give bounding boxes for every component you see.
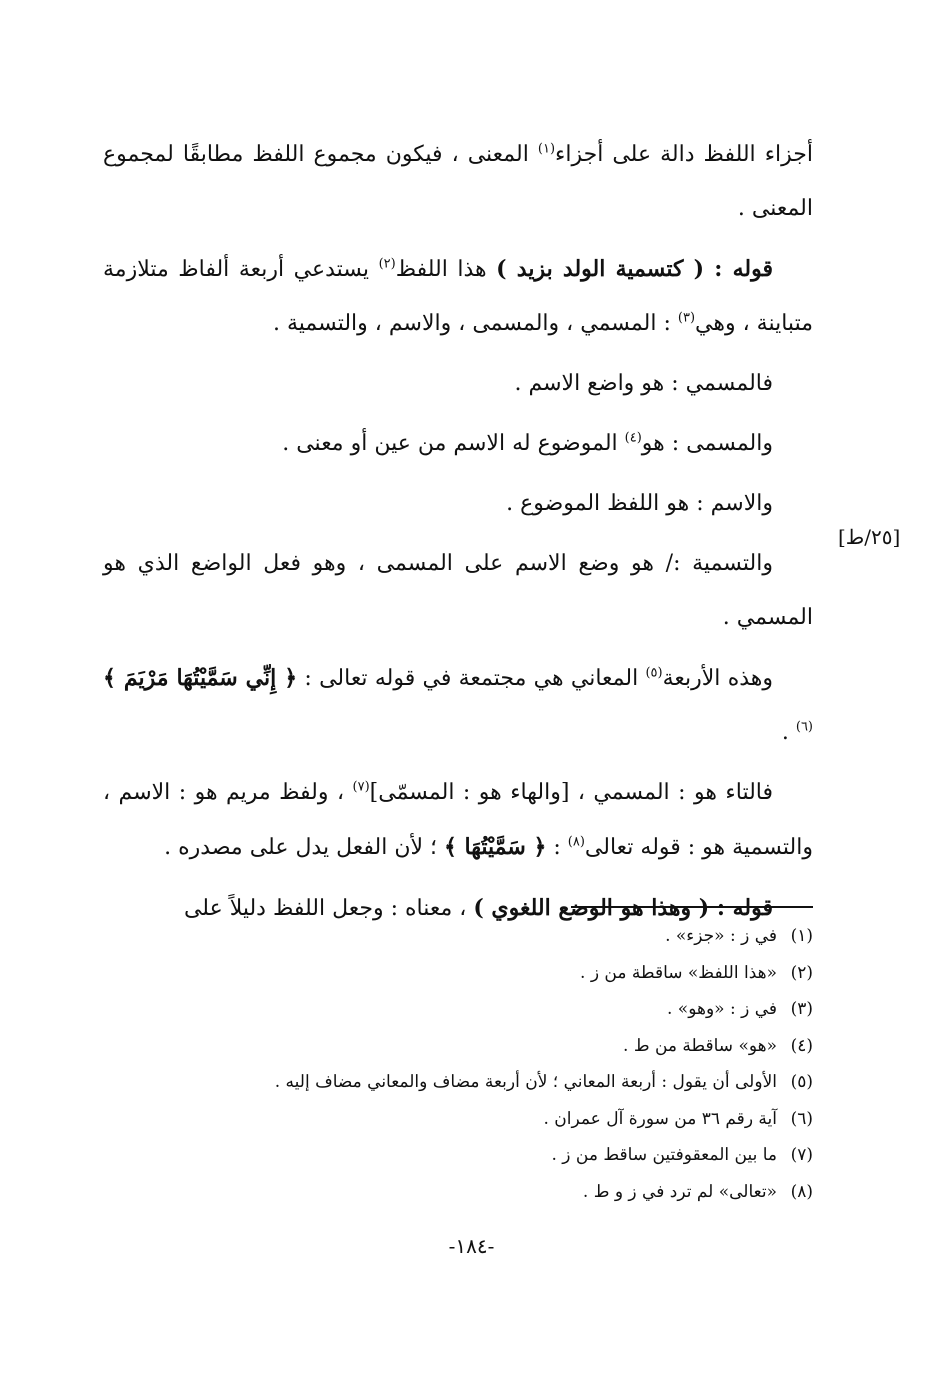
text-span: يستدعي أربعة ألفاظ متلازمة متباينة ، وهي <box>103 257 813 336</box>
paragraph-8 <box>103 766 813 875</box>
footnote-text: «هو» ساقطة من ط . <box>623 1035 777 1056</box>
paragraph-4 <box>103 417 813 471</box>
text-span: هذا اللفظ <box>395 257 497 282</box>
footnote <box>103 1028 813 1065</box>
footnotes <box>103 918 813 1210</box>
text-span: ؛ لأن الفعل يدل على مصدره . <box>164 835 444 860</box>
footnote-ref-7: (٧) <box>352 779 370 795</box>
footnote-number: (٦) <box>790 1108 813 1129</box>
text-span: المعنى ، فيكون مجموع اللفظ مطابقًا لمجموع المعنى . <box>103 142 813 221</box>
text-span: : <box>546 835 568 860</box>
footnote-number: (٥) <box>790 1072 813 1092</box>
text-span: أجزاء اللفظ دالة على أجزاء <box>555 142 813 167</box>
footnote-ref-3: (٣) <box>677 310 696 326</box>
footnote-text: في ز : «جزء» . <box>665 926 777 946</box>
footnote <box>103 1064 813 1101</box>
footnote-number: (٧) <box>790 1145 813 1165</box>
footnote-text: الأولى أن يقول : أربعة المعاني ؛ لأن أربعة مضاف والمعاني مضاف إليه . <box>274 1072 777 1092</box>
footnote-text: «تعالى» لم ترد في ز و ط . <box>582 1181 777 1202</box>
paragraph-2 <box>103 242 813 351</box>
footnote <box>103 991 813 1028</box>
footnote <box>103 918 813 955</box>
paragraph-5: والاسم : هو اللفظ الموضوع . <box>506 491 773 516</box>
footnote-text: آية رقم ٣٦ من سورة آل عمران . <box>543 1108 777 1129</box>
text-span: : المسمي ، والمسمى ، والاسم ، والتسمية . <box>272 311 678 336</box>
footnote-ref-8: (٨) <box>567 834 585 850</box>
footnote-ref-5: (٥) <box>645 665 663 681</box>
footnote-text: ما بين المعقوفتين ساقط من ز . <box>551 1145 777 1165</box>
footnote-text: في ز : «وهو» . <box>666 999 777 1019</box>
footnote-number: (١) <box>790 926 813 946</box>
footnote-number: (٣) <box>790 999 813 1019</box>
footnote <box>103 1137 813 1174</box>
text-span: المعاني هي مجتمعة في قوله تعالى : <box>297 666 646 691</box>
text-span: ، معناه : وجعل اللفظ دليلاً على <box>183 896 474 921</box>
quoted-phrase: ( كتسمية الولد بزيد ) <box>496 256 705 282</box>
footnote <box>103 955 813 992</box>
quran-verse: ﴿ إِنِّي سَمَّيْتُهَا مَرْيَمَ ﴾ <box>103 665 298 691</box>
footnote-number: (٢) <box>790 962 813 983</box>
paragraph-6: والتسمية :/ هو وضع الاسم على المسمى ، وهو فعل الواضع الذي هو المسمي . <box>103 551 813 630</box>
page-number: -١٨٤- <box>448 1234 495 1258</box>
quote-lead: قوله : <box>704 256 773 282</box>
text-span: والمسمى : هو <box>641 431 773 456</box>
footnote-number: (٨) <box>790 1181 813 1202</box>
footnote <box>103 1101 813 1138</box>
footnote-number: (٤) <box>790 1035 813 1056</box>
footnote-divider <box>571 906 813 908</box>
text-span: وهذه الأربعة <box>662 666 774 691</box>
quran-verse: ﴿ سَمَّيْتُهَا ﴾ <box>444 834 547 860</box>
paragraph-7 <box>103 651 813 760</box>
text-span: . <box>781 720 796 745</box>
paragraph-3: فالمسمي : هو واضع الاسم . <box>514 371 773 396</box>
quoted-phrase: ( وهذا هو الوضع اللغوي ) <box>473 895 710 921</box>
text-span: الموضوع له الاسم من عين أو معنى . <box>282 431 625 456</box>
text-span: ، ولفظ مريم هو : الاسم ، والتسمية هو : قوله تعالى <box>103 780 813 860</box>
footnote <box>103 1174 813 1211</box>
footnote-text: «هذا اللفظ» ساقطة من ز . <box>580 962 777 983</box>
main-text <box>103 128 813 942</box>
footnote-ref-4: (٤) <box>624 430 642 446</box>
margin-reference: [٢٥/ط] <box>838 525 901 549</box>
text-span: فالتاء هو : المسمي ، [والهاء هو : المسمّى] <box>369 780 774 805</box>
footnote-ref-1: (١) <box>537 141 556 157</box>
footnote-ref-6: (٦) <box>795 719 813 735</box>
quote-lead: قوله : <box>709 895 773 921</box>
paragraph-1 <box>103 128 813 236</box>
footnote-ref-2: (٢) <box>378 256 396 272</box>
